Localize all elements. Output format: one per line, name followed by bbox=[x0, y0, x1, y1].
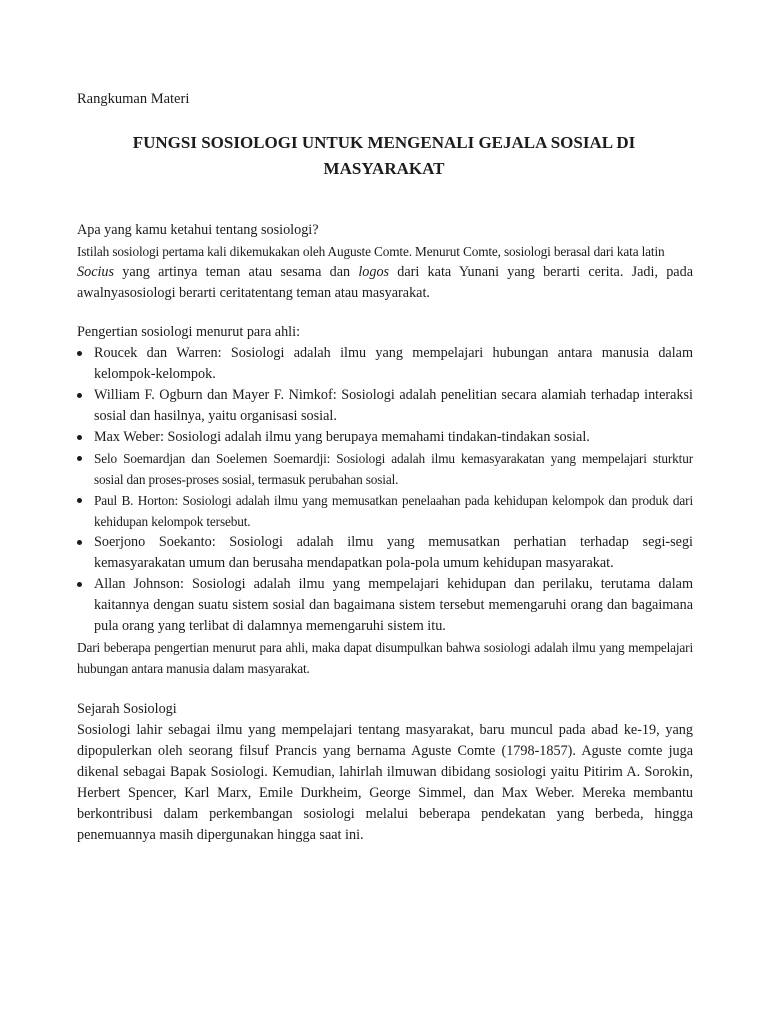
bullet-icon bbox=[77, 456, 82, 461]
section-history-heading: Sejarah Sosiologi bbox=[77, 701, 177, 717]
section-intro-heading: Apa yang kamu ketahui tentang sosiologi? bbox=[77, 222, 319, 238]
section-intro-text-end: dari kata Yunani yang berarti cerita. Jadi, pada bbox=[389, 264, 693, 280]
list-item-text: Soerjono Soekanto: Sosiologi adalah ilmu yang memusatkan perhatian terhadap segi-segi kemasyarakatan umum dan berusaha mendapatkan pola-pola umum kehidupan masyarakat. bbox=[94, 534, 693, 571]
list-item-text: William F. Ogburn dan Mayer F. Nimkof: Sosiologi adalah penelitian secara alamiah terhadap interaksi sosial dan hasilnya, yaitu organisasi sosial. bbox=[94, 387, 693, 424]
section-history-body: Sosiologi lahir sebagai ilmu yang mempelajari tentang masyarakat, baru muncul pada abad ke-19, yang dipopulerkan oleh seorang filsuf Prancis yang bernama Aguste Comte (1798-1857). Aguste comte juga dikenal sebagai Bapak Sosiologi. Kemudian, lahirlah ilmuwan dibidang sosiologi yaitu Pitirim A. Sorokin, Herbert Spencer, Karl Marx, Emile Durkheim, George Simmel, dan Max Weber. Mereka membantu berkontribusi dalam perkembangan sosiologi melalui beberapa pendekatan yang berbeda, hingga penemuannya masih dipergunakan hingga saat ini. bbox=[77, 722, 693, 843]
bullet-icon bbox=[77, 435, 82, 440]
bullet-icon bbox=[77, 351, 82, 356]
section-intro-line-1: Istilah sosiologi pertama kali dikemukakan oleh Auguste Comte. Menurut Comte, sosiologi berasal dari kata latin bbox=[77, 244, 665, 259]
list-item-text: Max Weber: Sosiologi adalah ilmu yang berupaya memahami tindakan-tindakan sosial. bbox=[94, 429, 590, 445]
list-item bbox=[77, 532, 693, 574]
list-item-text: Paul B. Horton: Sosiologi adalah ilmu yang memusatkan penelaahan pada kehidupan kelompok dan produk dari kehidupan kelompok tersebut. bbox=[94, 493, 693, 529]
list-item-text: Selo Soemardjan dan Soelemen Soemardji: Sosiologi adalah ilmu kemasyarakatan yang mempelajari sturktur sosial dan proses-proses sosial, termasuk perubahan sosial. bbox=[94, 451, 693, 487]
bullet-icon bbox=[77, 540, 82, 545]
title-line-1: FUNGSI SOSIOLOGI UNTUK MENGENALI GEJALA SOSIAL DI bbox=[132, 133, 636, 152]
section-definitions-heading: Pengertian sosiologi menurut para ahli: bbox=[77, 324, 301, 340]
list-item bbox=[77, 574, 693, 637]
document-title bbox=[90, 130, 678, 182]
definitions-conclusion: Dari beberapa pengertian menurut para ahli, maka dapat disumpulkan bahwa sosiologi adalah ilmu yang mempelajari hubungan antara manusia dalam masyarakat. bbox=[77, 640, 693, 676]
section-intro bbox=[77, 220, 693, 304]
list-item bbox=[77, 427, 693, 448]
term-socius: Socius bbox=[77, 264, 115, 280]
list-item-text: Roucek dan Warren: Sosiologi adalah ilmu yang mempelajari hubungan antara manusia dalam kelompok-kelompok. bbox=[94, 345, 693, 382]
list-item bbox=[77, 343, 693, 385]
bullet-icon bbox=[77, 498, 82, 503]
section-definitions bbox=[77, 322, 693, 679]
section-intro-line-2 bbox=[77, 262, 693, 283]
term-logos: logos bbox=[358, 264, 390, 280]
bullet-icon bbox=[77, 582, 82, 587]
section-intro-text-mid: yang artinya teman atau sesama dan bbox=[114, 264, 359, 280]
list-item bbox=[77, 385, 693, 427]
document-label: Rangkuman Materi bbox=[77, 91, 190, 107]
definitions-list bbox=[77, 343, 693, 637]
bullet-icon bbox=[77, 393, 82, 398]
list-item bbox=[77, 490, 693, 532]
list-item-text: Allan Johnson: Sosiologi adalah ilmu yang mempelajari kehidupan dan perilaku, terutama dalam kaitannya dengan suatu sistem sosial dan bagaimana sistem tersebut memengaruhi orang dan bagaimana pula orang yang terlibat di dalamnya memengaruhi sistem itu. bbox=[94, 576, 693, 634]
list-item bbox=[77, 448, 693, 490]
section-intro-line-3: awalnyasosiologi berarti ceritatentang teman atau masyarakat. bbox=[77, 285, 430, 301]
section-history bbox=[77, 699, 693, 846]
title-line-2: MASYARAKAT bbox=[323, 159, 445, 178]
